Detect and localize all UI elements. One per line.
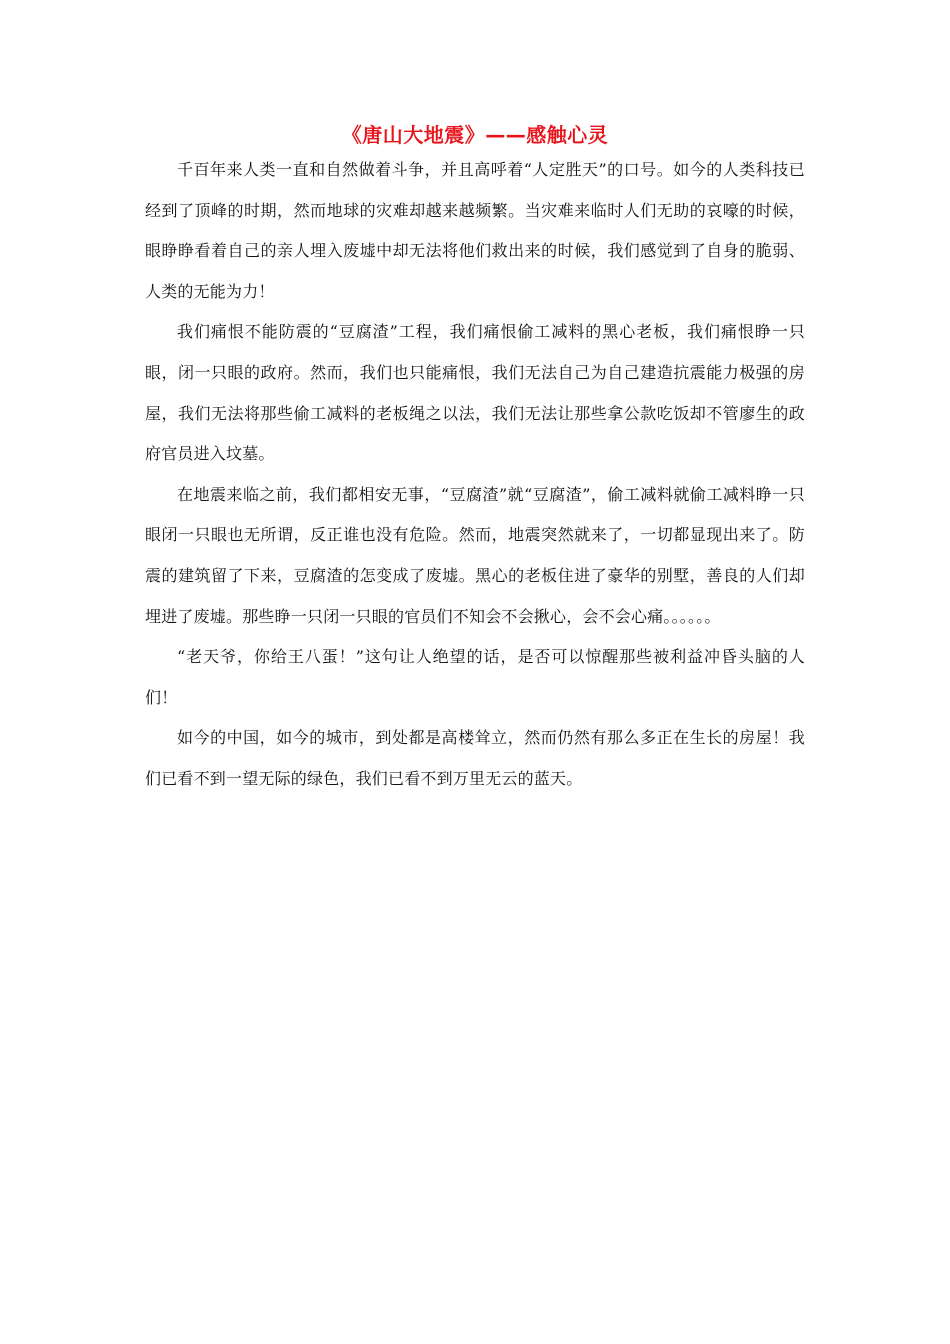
paragraph-5: 如今的中国，如今的城市，到处都是高楼耸立，然而仍然有那么多正在生长的房屋！我们已看不到一望无际的绿色，我们已看不到万里无云的蓝天。 <box>145 728 805 788</box>
document-title: 《唐山大地震》——感触心灵 <box>341 123 609 147</box>
paragraph-4: “老天爷，你给王八蛋！”这句让人绝望的话，是否可以惊醒那些被利益冲昏头脑的人们！ <box>145 647 805 707</box>
paragraph-3: 在地震来临之前，我们都相安无事，“豆腐渣”就“豆腐渣”，偷工减料就偷工减料睁一只眼闭一只眼也无所谓，反正谁也没有危险。然而，地震突然就来了，一切都显现出来了。防震的建筑留了下来，豆腐渣的怎变成了废墟。黑心的老板住进了豪华的别墅，善良的人们却埋进了废墟。那些睁一只闭一只眼的官员们不知会不会揪心，会不会心痛。。。。。。 <box>145 484 805 626</box>
paragraph-2: 我们痛恨不能防震的“豆腐渣”工程，我们痛恨偷工减料的黑心老板，我们痛恨睁一只眼，闭一只眼的政府。然而，我们也只能痛恨，我们无法自己为自己建造抗震能力极强的房屋，我们无法将那些偷工减料的老板绳之以法，我们无法让那些拿公款吃饭却不管廖生的政府官员进入坟墓。 <box>145 322 805 464</box>
document-body <box>145 150 805 800</box>
paragraph-1: 千百年来人类一直和自然做着斗争，并且高呼着“人定胜天”的口号。如今的人类科技已经到了顶峰的时期，然而地球的灾难却越来越频繁。当灾难来临时人们无助的哀嚎的时候，眼睁睁看着自己的亲人埋入废墟中却无法将他们救出来的时候，我们感觉到了自身的脆弱、人类的无能为力！ <box>145 160 805 301</box>
